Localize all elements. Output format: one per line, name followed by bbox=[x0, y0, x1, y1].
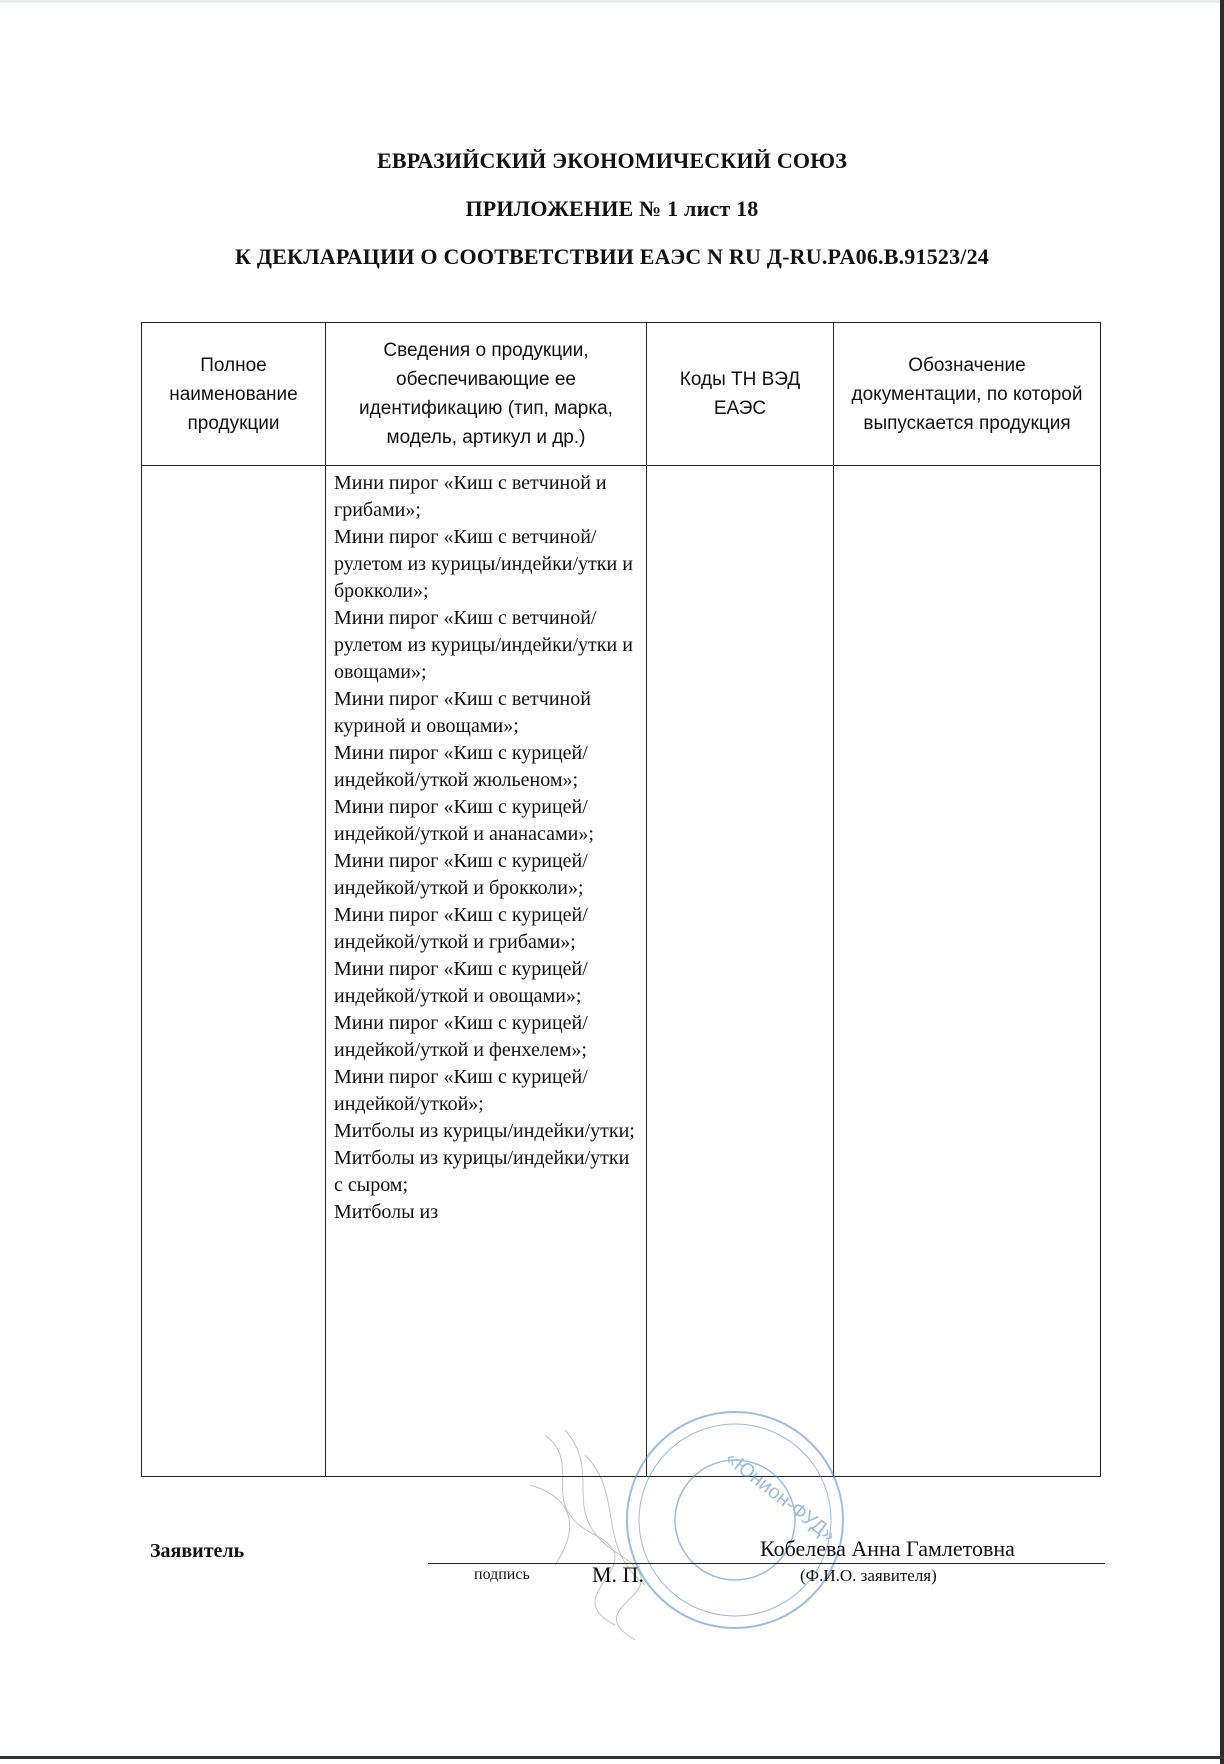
signature-line bbox=[428, 1563, 1105, 1564]
scan-top-edge bbox=[0, 0, 1224, 3]
list-item: Мини пирог «Киш с ветчиной куриной и овощами»; bbox=[334, 688, 591, 737]
list-item: Мини пирог «Киш с курицей/индейкой/уткой»; bbox=[334, 1066, 588, 1115]
product-info-list bbox=[326, 466, 646, 1226]
list-item: Мини пирог «Киш с ветчиной/рулетом из курицы/индейки/утки и овощами»; bbox=[334, 607, 633, 683]
list-item: Мини пирог «Киш с курицей/индейкой/уткой жюльеном»; bbox=[334, 742, 588, 791]
seal-caption: М. П. bbox=[592, 1562, 644, 1587]
header-tn-ved-codes: Коды ТН ВЭД ЕАЭС bbox=[647, 323, 834, 466]
applicant-label: Заявитель bbox=[150, 1540, 245, 1562]
list-item: Мини пирог «Киш с ветчиной и грибами»; bbox=[334, 472, 607, 521]
header-product-info: Сведения о продукции, обеспечивающие ее идентификацию (тип, марка, модель, артикул и др.) bbox=[326, 323, 647, 466]
cell-documentation bbox=[834, 466, 1101, 1477]
header-product-name: Полное наименование продукции bbox=[142, 323, 326, 466]
fio-caption: (Ф.И.О. заявителя) bbox=[800, 1566, 937, 1585]
list-item: Мини пирог «Киш с курицей/индейкой/уткой и ананасами»; bbox=[334, 796, 594, 845]
cell-product-info bbox=[326, 466, 647, 1477]
list-item: Митболы из bbox=[334, 1201, 439, 1223]
signature-caption: подпись bbox=[474, 1566, 530, 1583]
stamp-text: «Юнион-ФУД» bbox=[721, 1447, 840, 1547]
header-documentation: Обозначение документации, по которой выпускается продукция bbox=[834, 323, 1101, 466]
declaration-title: К ДЕКЛАРАЦИИ О СООТВЕТСТВИИ ЕАЭС N RU Д-RU.PA06.B.91523/24 bbox=[234, 244, 990, 269]
company-stamp bbox=[620, 1405, 850, 1635]
appendix-title: ПРИЛОЖЕНИЕ № 1 лист 18 bbox=[465, 196, 759, 221]
table-header-row bbox=[142, 323, 1101, 466]
cell-product-name bbox=[142, 466, 326, 1477]
applicant-name: Кобелева Анна Гамлетовна bbox=[760, 1536, 1015, 1561]
cell-tn-ved-codes bbox=[647, 466, 834, 1477]
list-item: Мини пирог «Киш с курицей/индейкой/уткой и овощами»; bbox=[334, 958, 588, 1007]
list-item: Мини пирог «Киш с курицей/индейкой/уткой и брокколи»; bbox=[334, 850, 588, 899]
union-title: ЕВРАЗИЙСКИЙ ЭКОНОМИЧЕСКИЙ СОЮЗ bbox=[376, 148, 848, 173]
list-item: Митболы из курицы/индейки/утки с сыром; bbox=[334, 1147, 630, 1196]
product-table bbox=[141, 322, 1101, 1477]
list-item: Мини пирог «Киш с ветчиной/рулетом из курицы/индейки/утки и брокколи»; bbox=[334, 526, 633, 602]
list-item: Мини пирог «Киш с курицей/индейкой/уткой и грибами»; bbox=[334, 904, 588, 953]
list-item: Мини пирог «Киш с курицей/индейкой/уткой и фенхелем»; bbox=[334, 1012, 588, 1061]
scan-bottom-edge bbox=[0, 1756, 1224, 1759]
list-item: Митболы из курицы/индейки/утки; bbox=[334, 1120, 635, 1142]
table-row bbox=[142, 466, 1101, 1477]
